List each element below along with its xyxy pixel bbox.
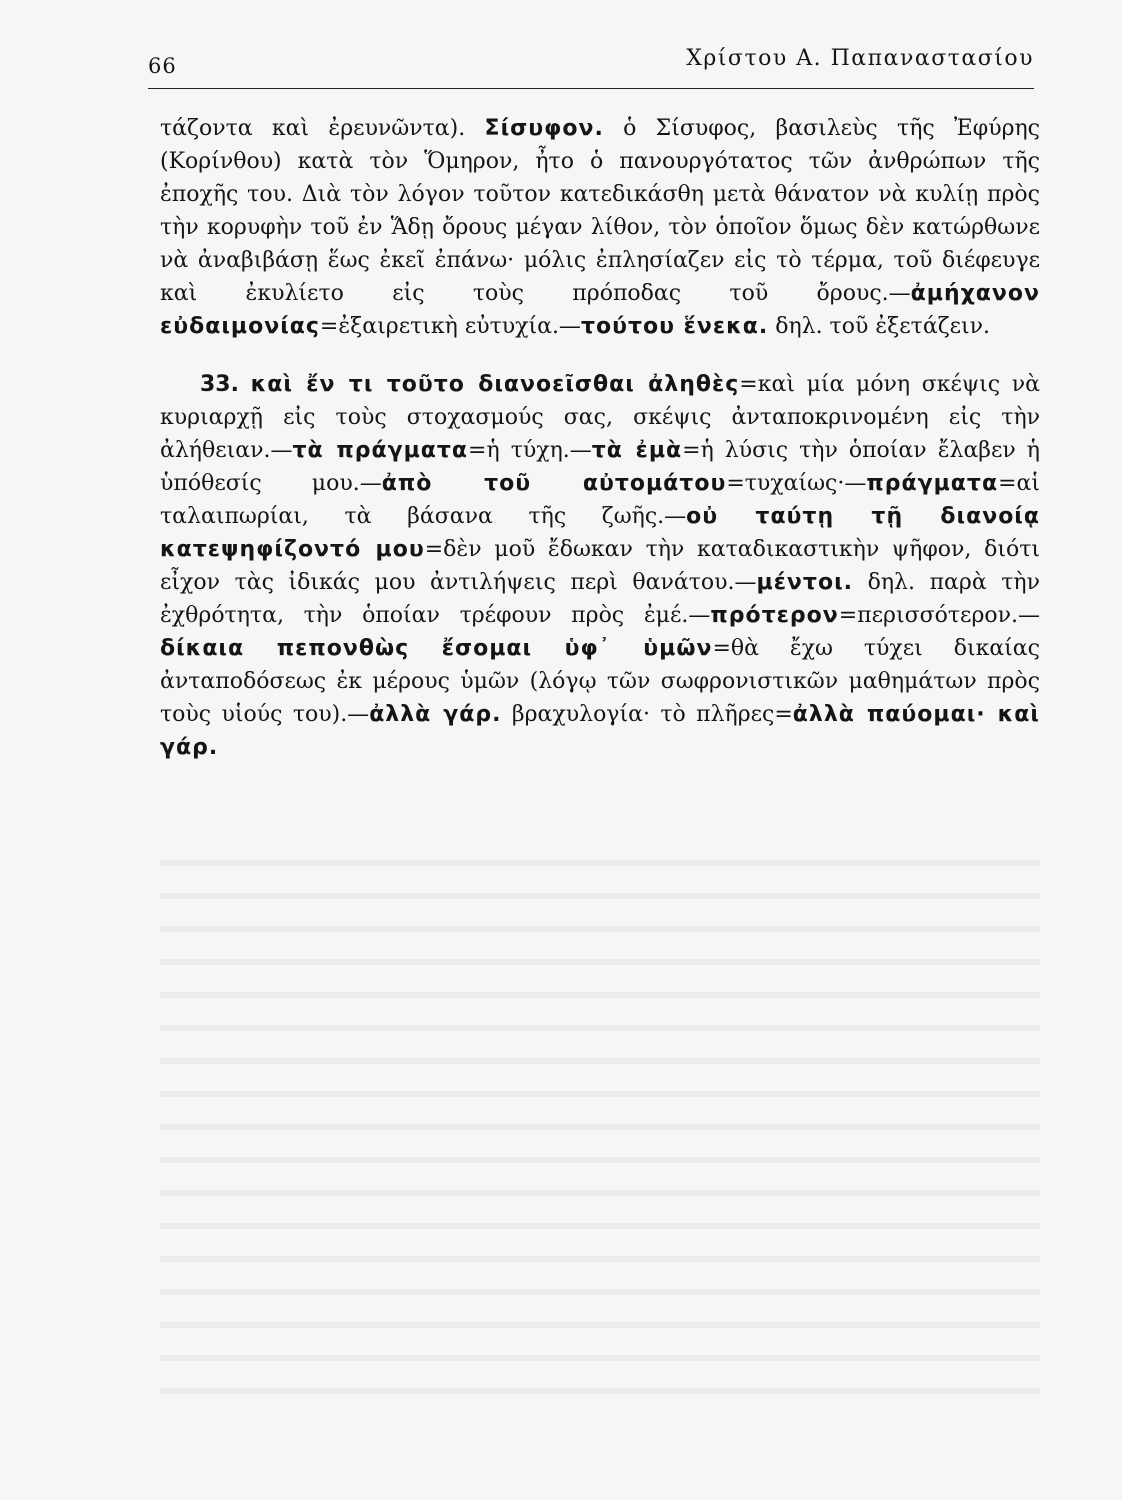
page-number: 66 bbox=[148, 54, 177, 78]
show-through-texture bbox=[160, 840, 1040, 1400]
text-run: =καὶ μία μόνη σκέψις νὰ κυριαρχῇ εἰς τοὺς στοχασμούς σας, σκέψις ἀνταποκρινομένη εἰς τὴν ἀλήθειαν.— bbox=[160, 372, 1040, 463]
text-run: τάζοντα καὶ ἐρευνῶντα). bbox=[160, 116, 466, 141]
text-run: =θὰ ἔχω τύχει δικαίας ἀνταποδόσεως ἐκ μέρους ὑμῶν (λόγῳ τῶν σωφρονιστικῶν μαθημάτων πρὸς τοὺς υἱούς του).— bbox=[160, 636, 1040, 727]
bold-term: οὐ ταύτῃ τῇ διανοίᾳ κατεψηφίζοντό μου bbox=[160, 504, 1040, 562]
text-run: =δὲν μοῦ ἔδωκαν τὴν καταδικαστικὴν ψῆφον, διότι εἶχον τὰς ἰδικάς μου ἀντιλήψεις περὶ θανάτου.— bbox=[160, 537, 1040, 595]
bold-term: τὰ ἐμὰ bbox=[591, 438, 683, 463]
bold-term: Σίσυφον. bbox=[484, 116, 604, 141]
paragraph-sisyphus bbox=[160, 112, 1040, 343]
bold-term: ἀμήχανον εὐδαιμονίας bbox=[160, 281, 1040, 339]
text-run: =ἡ τύχη.— bbox=[468, 438, 592, 463]
running-title: Χρίστου Α. Παπαναστασίου bbox=[686, 46, 1034, 71]
header-rule bbox=[148, 88, 1034, 89]
bold-term: ἀλλὰ γάρ. bbox=[369, 702, 502, 727]
page-header bbox=[148, 44, 1034, 84]
bold-term: πρότερον bbox=[710, 603, 839, 628]
text-run: =ἐξαιρετικὴ εὐτυχία.— bbox=[319, 314, 581, 339]
text-run: δηλ. τοῦ ἐξετάζειν. bbox=[775, 314, 991, 339]
bold-term: μέντοι. bbox=[756, 570, 854, 595]
text-run: =περισσότερον.— bbox=[838, 603, 1040, 628]
body-text bbox=[160, 112, 1040, 764]
paragraph-33 bbox=[160, 368, 1040, 764]
text-run: =αἱ ταλαιπωρίαι, τὰ βάσανα τῆς ζωῆς.— bbox=[160, 471, 1040, 529]
section-number: 33. bbox=[200, 372, 239, 397]
bold-term: καὶ ἔν τι τοῦτο διανοεῖσθαι ἀληθὲς bbox=[250, 372, 740, 397]
bold-term: ἀλλὰ παύομαι· καὶ γάρ. bbox=[160, 702, 1040, 760]
bold-term: ἀπὸ τοῦ αὐτομάτου bbox=[381, 471, 727, 496]
text-run: ὁ Σίσυφος, βασιλεὺς τῆς Ἐφύρης (Κορίνθου) κατὰ τὸν Ὅμηρον, ἦτο ὁ πανουργότατος τῶν ἀνθρώπων τῆς ἐποχῆς του. Διὰ τὸν λόγον τοῦτον κατεδικάσθη μετὰ θάνατον νὰ κυλίῃ πρὸς τὴν κορυφὴν τοῦ ἐν Ἅδῃ ὄρους μέγαν λίθον, τὸν ὁποῖον ὅμως δὲν κατώρθωνε νὰ ἀναβιβάσῃ ἕως ἐκεῖ ἐπάνω· μόλις ἐπλησίαζεν εἰς τὸ τέρμα, τοῦ διέφευγε καὶ ἐκυλίετο εἰς τοὺς πρόποδας τοῦ ὄρους.— bbox=[160, 116, 1041, 306]
text-run: δηλ. παρὰ τὴν ἐχθρότητα, τὴν ὁποίαν τρέφουν πρὸς ἐμέ.— bbox=[160, 570, 1040, 628]
text-run: βραχυλογία· τὸ πλῆρες= bbox=[511, 702, 793, 727]
bold-term: τὰ πράγματα bbox=[292, 438, 469, 463]
bold-term: πράγματα bbox=[866, 471, 999, 496]
bold-term: τούτου ἕνεκα. bbox=[580, 314, 769, 339]
bold-term: δίκαια πεπονθὼς ἔσομαι ὑφ᾽ ὑμῶν bbox=[160, 636, 713, 661]
text-run: =τυχαίως·— bbox=[726, 471, 867, 496]
text-run: =ἡ λύσις τὴν ὁποίαν ἔλαβεν ἡ ὑπόθεσίς μου.— bbox=[160, 438, 1040, 496]
